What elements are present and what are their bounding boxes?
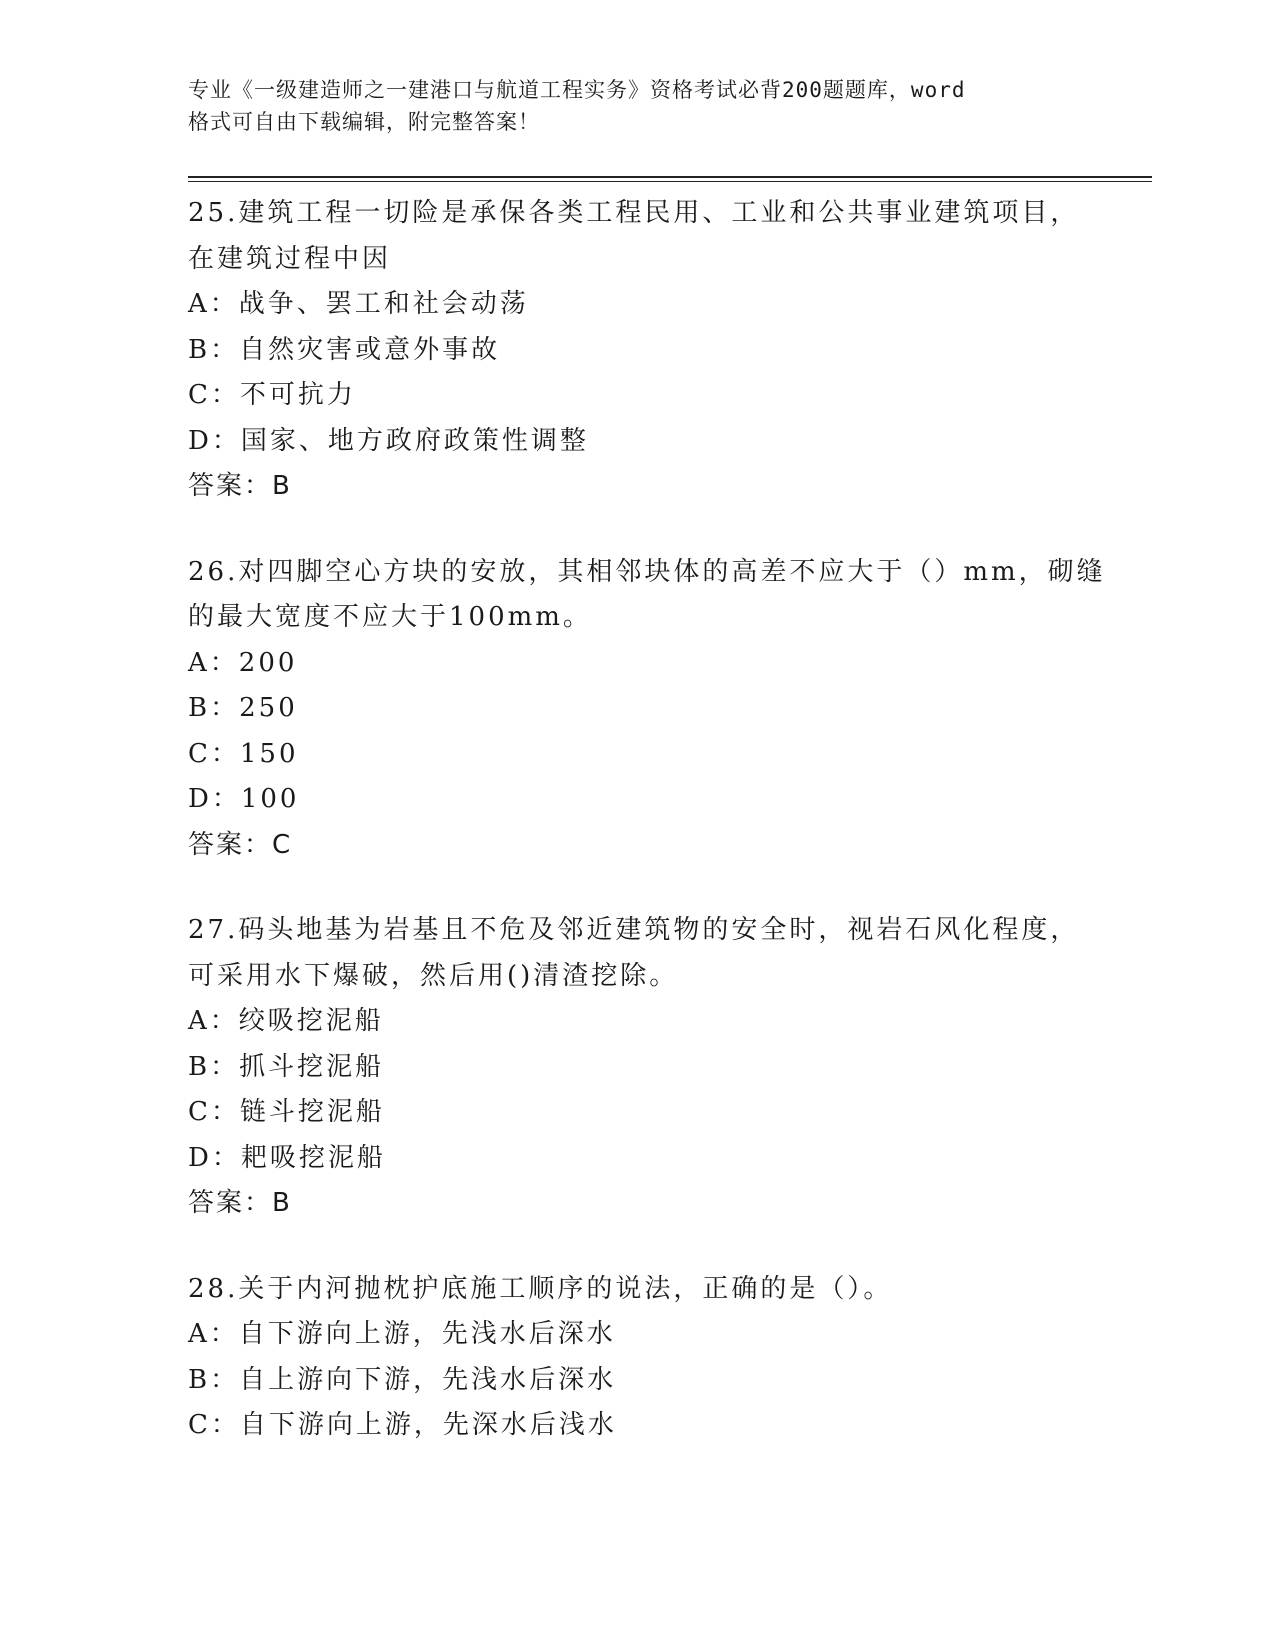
option-d: D：100 bbox=[188, 784, 300, 814]
option-b: B：抓斗挖泥船 bbox=[188, 1051, 385, 1082]
header-divider-thick bbox=[188, 176, 1152, 178]
question-25 bbox=[188, 191, 1088, 510]
question-stem-line: 25.建筑工程一切险是承保各类工程民用、工业和公共事业建筑项目， bbox=[188, 198, 1080, 228]
answer-text: 答案：B bbox=[188, 1188, 292, 1218]
option-c: C：自下游向上游，先深水后浅水 bbox=[188, 1410, 617, 1440]
option-c: C：不可抗力 bbox=[188, 380, 356, 410]
answer-text: 答案：B bbox=[188, 471, 292, 501]
question-26 bbox=[188, 550, 1106, 869]
option-a: A：战争、罢工和社会动荡 bbox=[188, 289, 529, 319]
question-list bbox=[188, 191, 1106, 1489]
answer-text: 答案：C bbox=[188, 829, 293, 860]
question-stem-line: 27.码头地基为岩基且不危及邻近建筑物的安全时，视岩石风化程度， bbox=[188, 915, 1080, 945]
option-a: A：200 bbox=[188, 647, 298, 678]
option-b: B：自上游向下游，先浅水后深水 bbox=[188, 1364, 617, 1395]
option-b: B：250 bbox=[188, 693, 298, 723]
document-header bbox=[188, 74, 1068, 138]
question-27 bbox=[188, 908, 1088, 1227]
question-28 bbox=[188, 1267, 1088, 1449]
question-stem-line: 在建筑过程中因 bbox=[188, 243, 392, 274]
header-divider-thin bbox=[188, 181, 1152, 182]
header-line-1: 专业《一级建造师之一建港口与航道工程实务》资格考试必背200题题库，word bbox=[188, 78, 966, 102]
option-d: D：国家、地方政府政策性调整 bbox=[188, 425, 589, 456]
question-stem-line: 的最大宽度不应大于100mm。 bbox=[188, 602, 592, 632]
option-c: C：链斗挖泥船 bbox=[188, 1097, 385, 1127]
header-line-2: 格式可自由下载编辑，附完整答案！ bbox=[188, 110, 540, 134]
option-a: A：绞吸挖泥船 bbox=[188, 1006, 384, 1036]
option-a: A：自下游向上游，先浅水后深水 bbox=[188, 1319, 616, 1349]
question-stem-line: 26.对四脚空心方块的安放，其相邻块体的高差不应大于（）mm，砌缝 bbox=[188, 556, 1106, 587]
option-c: C：150 bbox=[188, 738, 299, 769]
option-b: B：自然灾害或意外事故 bbox=[188, 334, 501, 365]
option-d: D：耙吸挖泥船 bbox=[188, 1142, 386, 1173]
question-stem-line: 28.关于内河抛枕护底施工顺序的说法，正确的是（）。 bbox=[188, 1273, 893, 1304]
question-stem-line: 可采用水下爆破，然后用()清渣挖除。 bbox=[188, 960, 679, 991]
